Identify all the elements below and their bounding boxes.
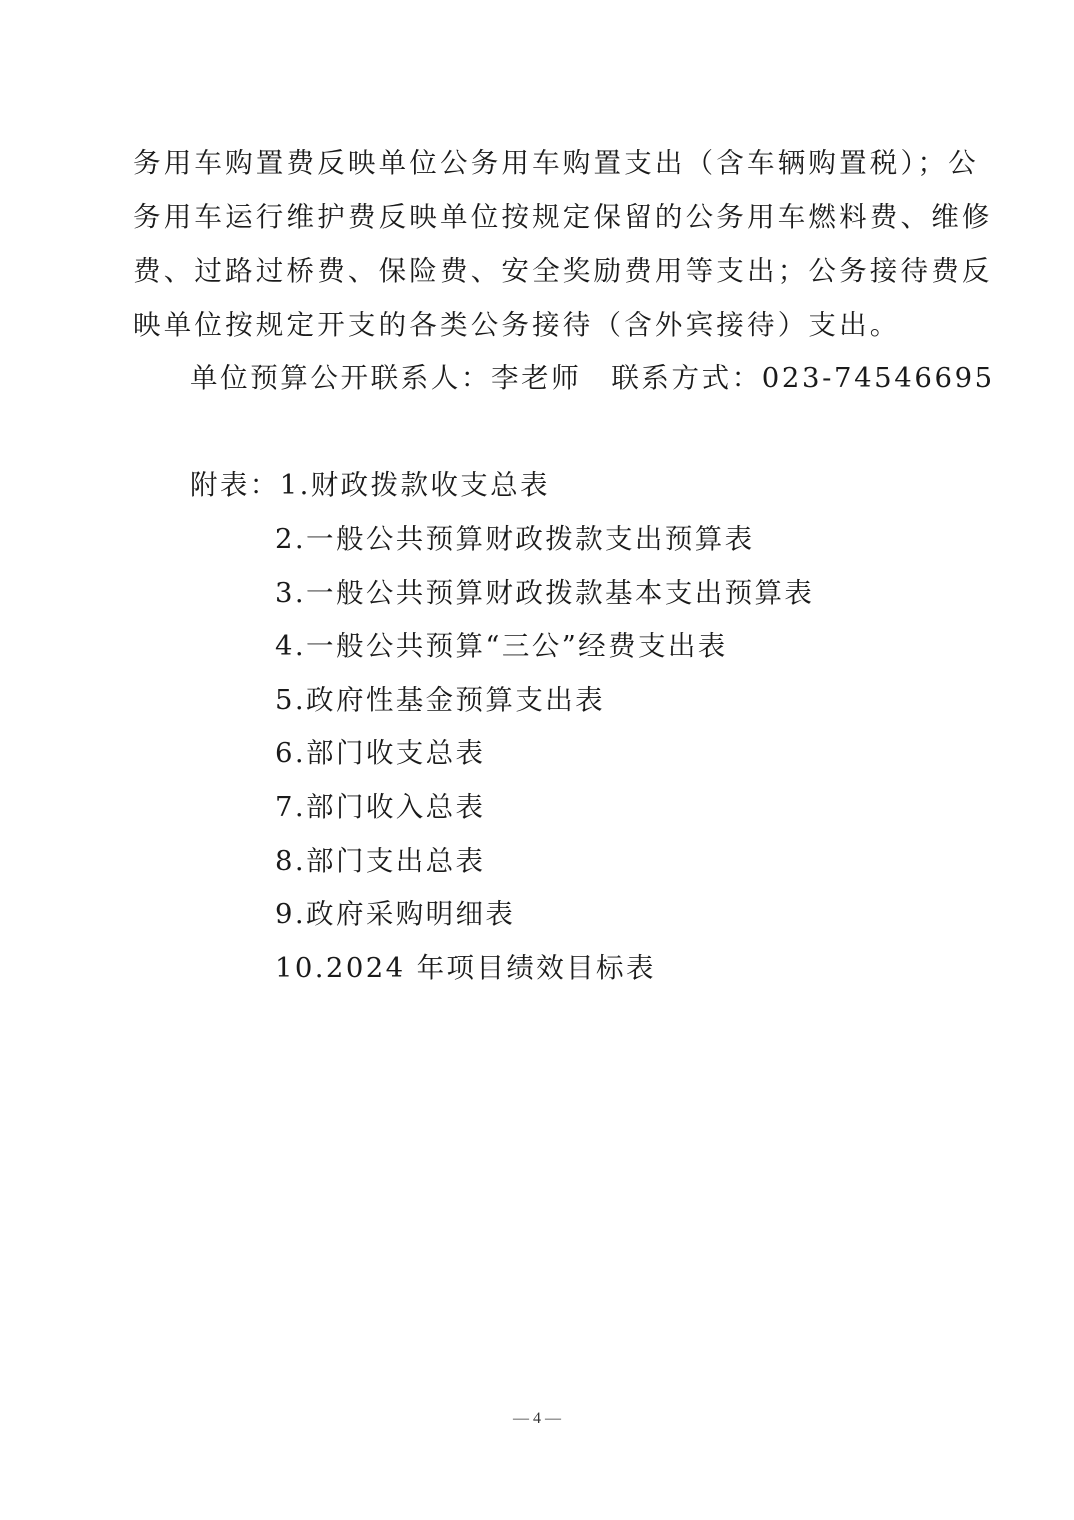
paragraph-line-1: 务用车购置费反映单位公务用车购置支出（含车辆购置税）；公 <box>133 147 979 179</box>
attachment-item-6: 6.部门收支总表 <box>275 737 486 770</box>
attachment-item-7: 7.部门收入总表 <box>275 790 486 823</box>
contact-line <box>190 358 995 398</box>
attachment-item-4: 4.一般公共预算“三公”经费支出表 <box>275 630 728 663</box>
contact-phone: 联系方式：023-74546695 <box>611 362 995 394</box>
attachment-item-3: 3.一般公共预算财政拨款基本支出预算表 <box>275 576 815 609</box>
contact-person: 单位预算公开联系人：李老师 <box>190 362 582 394</box>
attachment-item-9: 9.政府采购明细表 <box>275 898 516 931</box>
paragraph-line-3: 费、过路过桥费、保险费、安全奖励费用等支出；公务接待费反 <box>133 255 993 287</box>
attachment-item-10: 10.2024 年项目绩效目标表 <box>275 951 656 984</box>
page-number: — 4 — <box>513 1410 561 1427</box>
attachment-item-1: 1.财政拨款收支总表 <box>279 469 550 501</box>
attachments-first-line <box>190 465 550 505</box>
attachment-item-8: 8.部门支出总表 <box>275 844 486 877</box>
attachment-list <box>275 519 814 1001</box>
attachments-heading: 附表： <box>190 469 280 501</box>
paragraph-line-2: 务用车运行维护费反映单位按规定保留的公务用车燃料费、维修 <box>133 201 993 233</box>
attachment-item-2: 2.一般公共预算财政拨款支出预算表 <box>275 523 755 555</box>
attachment-item-5: 5.政府性基金预算支出表 <box>275 683 606 716</box>
paragraph-line-4: 映单位按规定开支的各类公务接待（含外宾接待）支出。 <box>133 309 901 341</box>
